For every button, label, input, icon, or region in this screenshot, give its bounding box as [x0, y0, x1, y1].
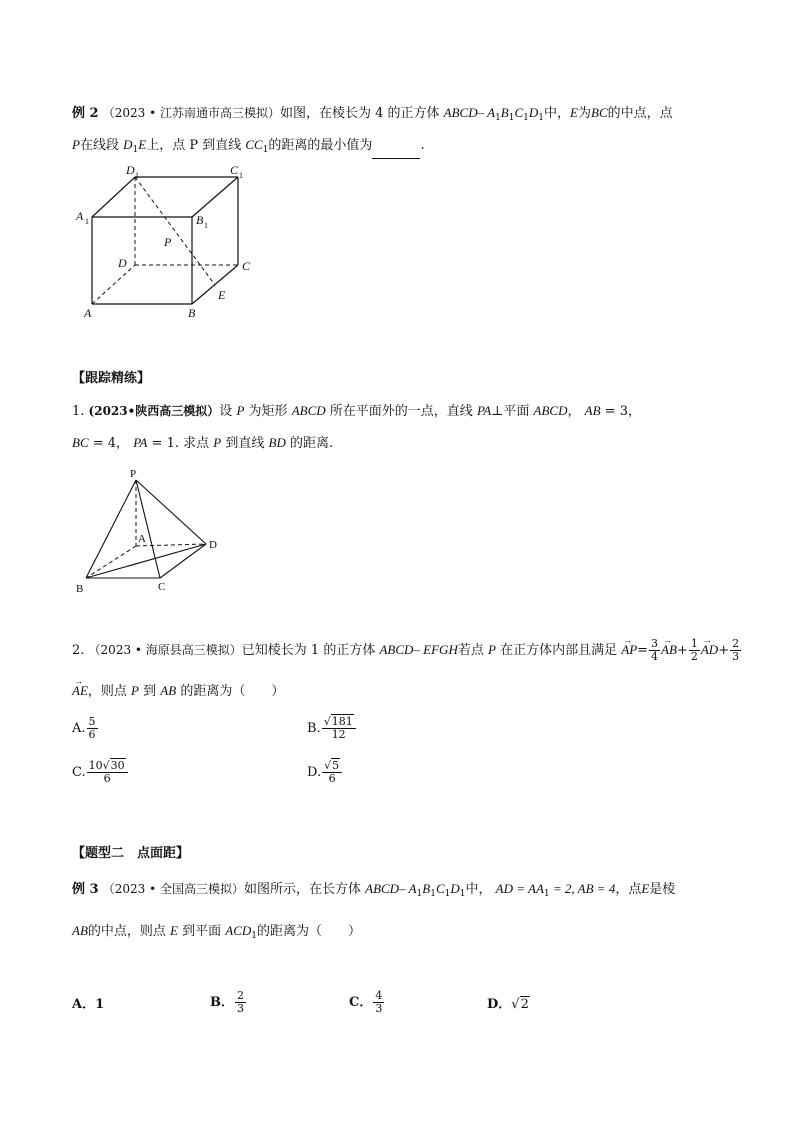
- label-a1: A: [76, 209, 84, 223]
- label-a: A: [84, 306, 92, 320]
- option-b-label: B.: [307, 721, 321, 736]
- example3-label: 例 3: [72, 882, 99, 897]
- q2-option-b[interactable]: B. $\frac{√181}{12}$: [307, 716, 357, 741]
- cube-figure: [70, 162, 270, 322]
- label-b1: B: [196, 213, 204, 227]
- option-c-den: 6: [103, 772, 111, 785]
- example3-text-e: 的中点，则点: [87, 924, 166, 939]
- frac2-den: 2: [690, 650, 698, 663]
- option-a-den: 6: [88, 728, 96, 741]
- svg-text:1: 1: [204, 221, 208, 230]
- example3-source: （2023 • 全国高三模拟）: [102, 882, 244, 896]
- q1-bc: BC: [72, 435, 89, 450]
- q2-option-a[interactable]: [72, 716, 99, 741]
- ex3-option-a-label: A．: [72, 997, 96, 1012]
- svg-text:1: 1: [85, 217, 89, 226]
- ex3-option-c-den: 3: [375, 1002, 383, 1015]
- example3-option-d[interactable]: D．√2: [487, 997, 529, 1012]
- example2-line1: 例 2 （2023 • 江苏南通市高三模拟）如图，在棱长为 4 的正方体 ABCD– $A_1B_1C_1D_1$中，E为BC的中点，点: [72, 105, 673, 123]
- q2-text-d: ，则点: [87, 684, 127, 699]
- label-c: C: [158, 581, 166, 593]
- q1-ab-val: = 3，: [600, 404, 641, 419]
- ex3-option-d-value: 2: [520, 997, 529, 1012]
- option-b-num: 181: [331, 715, 353, 728]
- option-a-label: A.: [72, 721, 86, 736]
- option-d-den: 6: [328, 772, 336, 785]
- example3-text-d: 是棱: [649, 882, 676, 897]
- q2-plus1: +: [676, 643, 688, 658]
- label-b: B: [188, 306, 196, 320]
- line-cc1: CC: [245, 137, 263, 152]
- frac3-num: 2: [732, 637, 740, 650]
- label-p: P: [130, 468, 137, 480]
- q2-text-a: 已知棱长为 1 的正方体: [241, 643, 376, 658]
- practice-heading: 【跟踪精练】: [72, 371, 151, 386]
- example2-text: 如图，在棱长为 4 的正方体: [279, 106, 440, 121]
- example2-text-d: 的中点，点: [607, 106, 673, 121]
- q2-source: （2023 • 海原县高三模拟）: [88, 643, 242, 657]
- q1-text-g: 的距离.: [290, 436, 334, 451]
- example2-line2: P在线段 $D_1E$上，点 P 到直线 $CC_1$的距离的最小值为 .: [72, 136, 425, 159]
- q1-text-f: 到直线: [225, 436, 265, 451]
- example3-point-e2: E: [170, 923, 178, 938]
- q2-cube: ABCD– EFGH: [379, 642, 458, 657]
- frac1-den: 4: [651, 650, 659, 663]
- q2-option-d[interactable]: D. $\frac{√5}{6}$: [307, 760, 343, 785]
- point-p: P: [72, 137, 80, 152]
- example3-cube: ABCD– A: [365, 881, 417, 896]
- q2-line1: [72, 638, 742, 663]
- frac3-den: 3: [732, 650, 740, 663]
- q1-ab: AB: [584, 403, 601, 418]
- vector-ap: → AP: [621, 641, 637, 659]
- q1-line1: [72, 402, 641, 421]
- frac2-num: 1: [690, 637, 698, 650]
- vector-ae: → AE: [72, 682, 88, 700]
- example3-text-f: 到平面: [182, 924, 222, 939]
- q2-option-c[interactable]: C. $\frac{10√30}{6}$: [72, 760, 129, 785]
- example3-option-c[interactable]: [349, 990, 385, 1015]
- q2-text-b: 若点: [457, 643, 484, 658]
- cube-name: ABCD– A: [443, 105, 496, 120]
- q1-point-p2: P: [213, 435, 222, 450]
- example3-option-a[interactable]: [72, 996, 104, 1014]
- ex3-option-b-num: 2: [237, 989, 244, 1002]
- q1-text-b: 为矩形: [248, 404, 288, 419]
- example3-plane: ACD: [225, 923, 252, 938]
- q2-text-f: 的距离为（ ）: [180, 684, 285, 699]
- q1-pa: PA: [133, 435, 148, 450]
- option-c-coef: 10: [88, 759, 103, 772]
- ex3-option-c-num: 4: [375, 989, 383, 1002]
- segment-bc: BC: [591, 105, 608, 120]
- q1-source: (2023•陕西高三模拟）: [88, 404, 220, 418]
- vector-ab: → AB: [661, 641, 677, 659]
- q1-bc-val: = 4，: [88, 436, 130, 451]
- example2-source: （2023 • 江苏南通市高三模拟）: [102, 106, 280, 120]
- example3-text-a: 如图所示，在长方体: [243, 882, 361, 897]
- example3-text-c: ，点: [615, 882, 642, 897]
- example3-text-g: 的距离为（ ）: [257, 924, 362, 939]
- example2-text-f: 上，点 P 到直线: [146, 138, 242, 153]
- label-b: B: [76, 583, 84, 595]
- q2-plus2: +: [718, 643, 730, 658]
- option-a-num: 5: [88, 715, 96, 728]
- svg-text:1: 1: [239, 171, 243, 180]
- q1-line2: [72, 434, 333, 453]
- ex3-option-b-label: B．: [210, 995, 234, 1010]
- example3-ab: AB: [72, 923, 88, 938]
- example2-end: .: [420, 138, 425, 153]
- q2-text-e: 到: [143, 684, 157, 699]
- answer-blank[interactable]: [372, 146, 420, 159]
- example2-label: 例 2: [72, 106, 99, 121]
- option-c-label: C.: [72, 765, 86, 780]
- q2-eq: =: [637, 643, 649, 658]
- label-d: D: [209, 539, 217, 551]
- example3-line1: 例 3 （2023 • 全国高三模拟）如图所示，在长方体 ABCD– $A_1B_1C_1D_1$中， AD = $AA_1 = 2$, AB = 4，点E是棱: [72, 881, 676, 899]
- svg-text:1: 1: [135, 171, 139, 180]
- label-e: E: [218, 288, 226, 302]
- label-a: A: [138, 533, 146, 545]
- q2-text-c: 在正方体内部且满足: [500, 643, 618, 658]
- option-b-den: 12: [331, 728, 346, 741]
- example3-cond: AD = AA: [495, 881, 544, 896]
- q1-text-d: ⊥平面: [491, 404, 530, 419]
- point-e: E: [570, 105, 578, 120]
- ex3-option-a-value: 1: [95, 997, 105, 1012]
- label-d1: D: [126, 163, 135, 177]
- example2-text-b: 中，: [544, 106, 571, 121]
- q2-ab: AB: [160, 683, 177, 698]
- example3-point-e: E: [641, 881, 650, 896]
- frac1-num: 3: [651, 637, 659, 650]
- q2-line2: [72, 682, 284, 701]
- option-d-num: 5: [332, 759, 340, 772]
- ex3-option-b-den: 3: [237, 1002, 244, 1015]
- option-c-num: 30: [110, 759, 125, 772]
- label-d: D: [118, 256, 127, 270]
- q1-plane: ABCD: [533, 403, 568, 418]
- example2-text-g: 的距离的最小值为: [268, 138, 373, 153]
- q1-point-p: P: [236, 403, 245, 418]
- q1-number: 1.: [72, 404, 89, 419]
- label-c1: C: [230, 163, 239, 177]
- option-d-label: D.: [307, 765, 322, 780]
- label-p: P: [164, 235, 172, 249]
- ex3-option-c-label: C．: [349, 995, 373, 1010]
- q1-pa-val: = 1: [147, 436, 175, 451]
- q1-text-c: 所在平面外的一点，直线: [329, 404, 473, 419]
- q1-text-a: 设: [219, 404, 233, 419]
- q1-rect: ABCD: [291, 403, 326, 418]
- type2-heading: 【题型二 点面距】: [72, 846, 190, 861]
- q1-bd: BD: [268, 435, 286, 450]
- segment-d1e: D: [123, 137, 133, 152]
- example3-line2: AB的中点，则点 E 到平面 $ACD_1$的距离为（ ）: [72, 923, 362, 941]
- ex3-option-d-label: D．: [487, 997, 512, 1012]
- q2-point-p: P: [488, 642, 496, 657]
- pyramid-figure: [72, 466, 232, 598]
- example3-option-b[interactable]: [210, 990, 247, 1015]
- vector-ad: → AD: [701, 641, 718, 659]
- example2-text-c: 为: [577, 106, 591, 121]
- example2-text-e: 在线段: [79, 138, 119, 153]
- q2-number: 2.: [72, 643, 85, 658]
- q1-line-pa: PA: [476, 403, 492, 418]
- example3-text-b: 中，: [465, 882, 492, 897]
- q1-text-e: . 求点: [174, 436, 210, 451]
- q1-comma: ，: [567, 404, 581, 419]
- example3-cond2: = 2, AB = 4: [549, 881, 616, 896]
- label-c: C: [242, 259, 251, 273]
- q2-point-p2: P: [131, 683, 139, 698]
